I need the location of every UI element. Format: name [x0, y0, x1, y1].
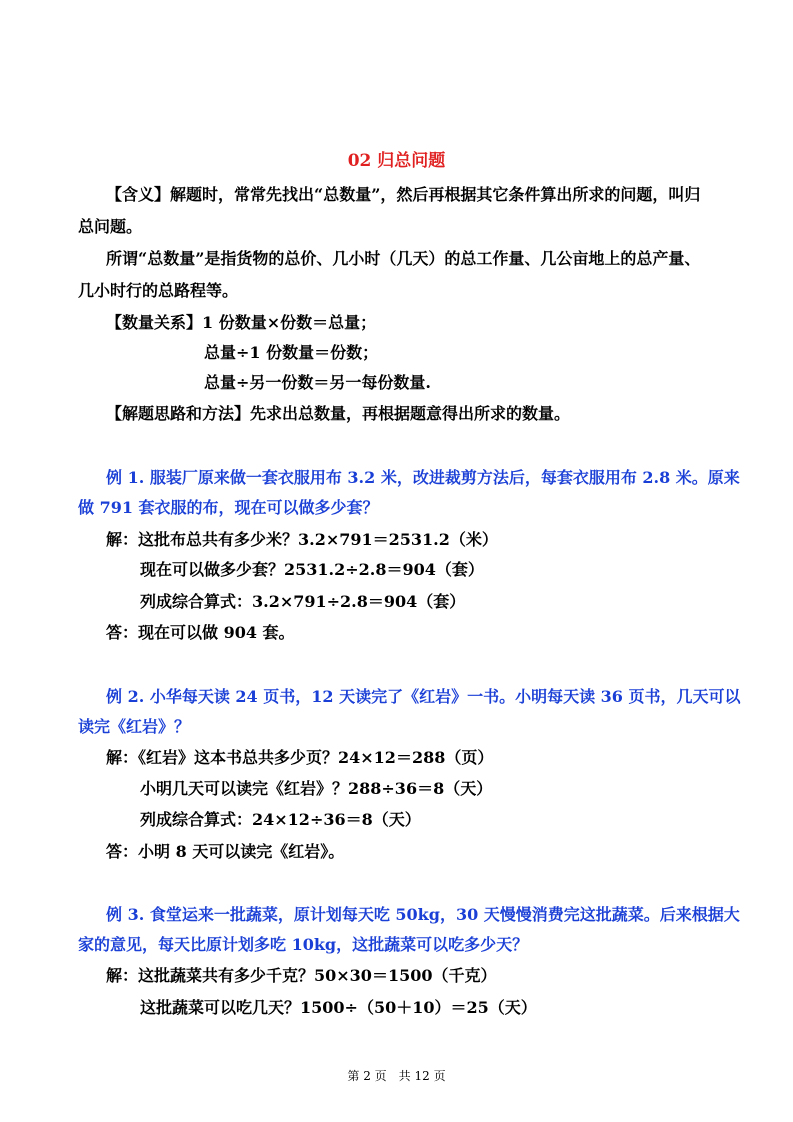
example2-question-line-2: 读完《红岩》？ — [78, 717, 191, 736]
relation-line-3: 总量÷另一份数＝另一每份数量. — [204, 373, 431, 392]
example1-solution-line-2: 现在可以做多少套？2531.2÷2.8＝904（套） — [140, 560, 484, 579]
method-line: 【解题思路和方法】先求出总数量，再根据题意得出所求的数量。 — [106, 404, 571, 423]
meaning-line-2: 总问题。 — [78, 217, 143, 236]
example1-answer: 答：现在可以做 904 套。 — [106, 623, 295, 642]
example2-answer: 答：小明 8 天可以读完《红岩》。 — [106, 842, 345, 861]
example2-solution-line-1: 解：《红岩》这本书总共多少页？24×12＝288（页） — [106, 748, 494, 767]
example3-question-line-1: 例 3. 食堂运来一批蔬菜，原计划每天吃 50kg，30 天慢慢消费完这批蔬菜。后来根据大 — [106, 905, 740, 924]
example1-solution-line-3: 列成综合算式：3.2×791÷2.8＝904（套） — [140, 592, 466, 611]
example2-solution-line-3: 列成综合算式：24×12÷36＝8（天） — [140, 810, 421, 829]
example1-solution-line-1: 解：这批布总共有多少米？3.2×791＝2531.2（米） — [106, 530, 498, 549]
meaning-line-3: 所谓“总数量”是指货物的总价、几小时（几天）的总工作量、几公亩地上的总产量、 — [106, 249, 701, 268]
page-footer: 第 2 页 共 12 页 — [347, 1069, 446, 1083]
example3-solution-line-2: 这批蔬菜可以吃几天？1500÷（50＋10）＝25（天） — [140, 998, 537, 1017]
example1-question-line-1: 例 1. 服装厂原来做一套衣服用布 3.2 米，改进裁剪方法后，每套衣服用布 2.8 米。原来 — [106, 468, 740, 487]
meaning-line-4: 几小时行的总路程等。 — [78, 281, 239, 300]
relation-line-2: 总量÷1 份数量＝份数； — [204, 343, 379, 362]
page-title: 02 归总问题 — [347, 151, 446, 171]
meaning-line-1: 【含义】解题时，常常先找出“总数量”，然后再根据其它条件算出所求的问题，叫归 — [106, 185, 701, 204]
example1-question-line-2: 做 791 套衣服的布，现在可以做多少套？ — [78, 498, 379, 517]
example3-question-line-2: 家的意见，每天比原计划多吃 10kg，这批蔬菜可以吃多少天？ — [78, 935, 529, 954]
example2-question-line-1: 例 2. 小华每天读 24 页书，12 天读完了《红岩》一书。小明每天读 36 页书，几天可以 — [106, 687, 741, 706]
example2-solution-line-2: 小明几天可以读完《红岩》？288÷36＝8（天） — [140, 779, 493, 798]
relation-line-1: 【数量关系】1 份数量×份数＝总量； — [106, 313, 377, 332]
example3-solution-line-1: 解：这批蔬菜共有多少千克？50×30＝1500（千克） — [106, 966, 497, 985]
